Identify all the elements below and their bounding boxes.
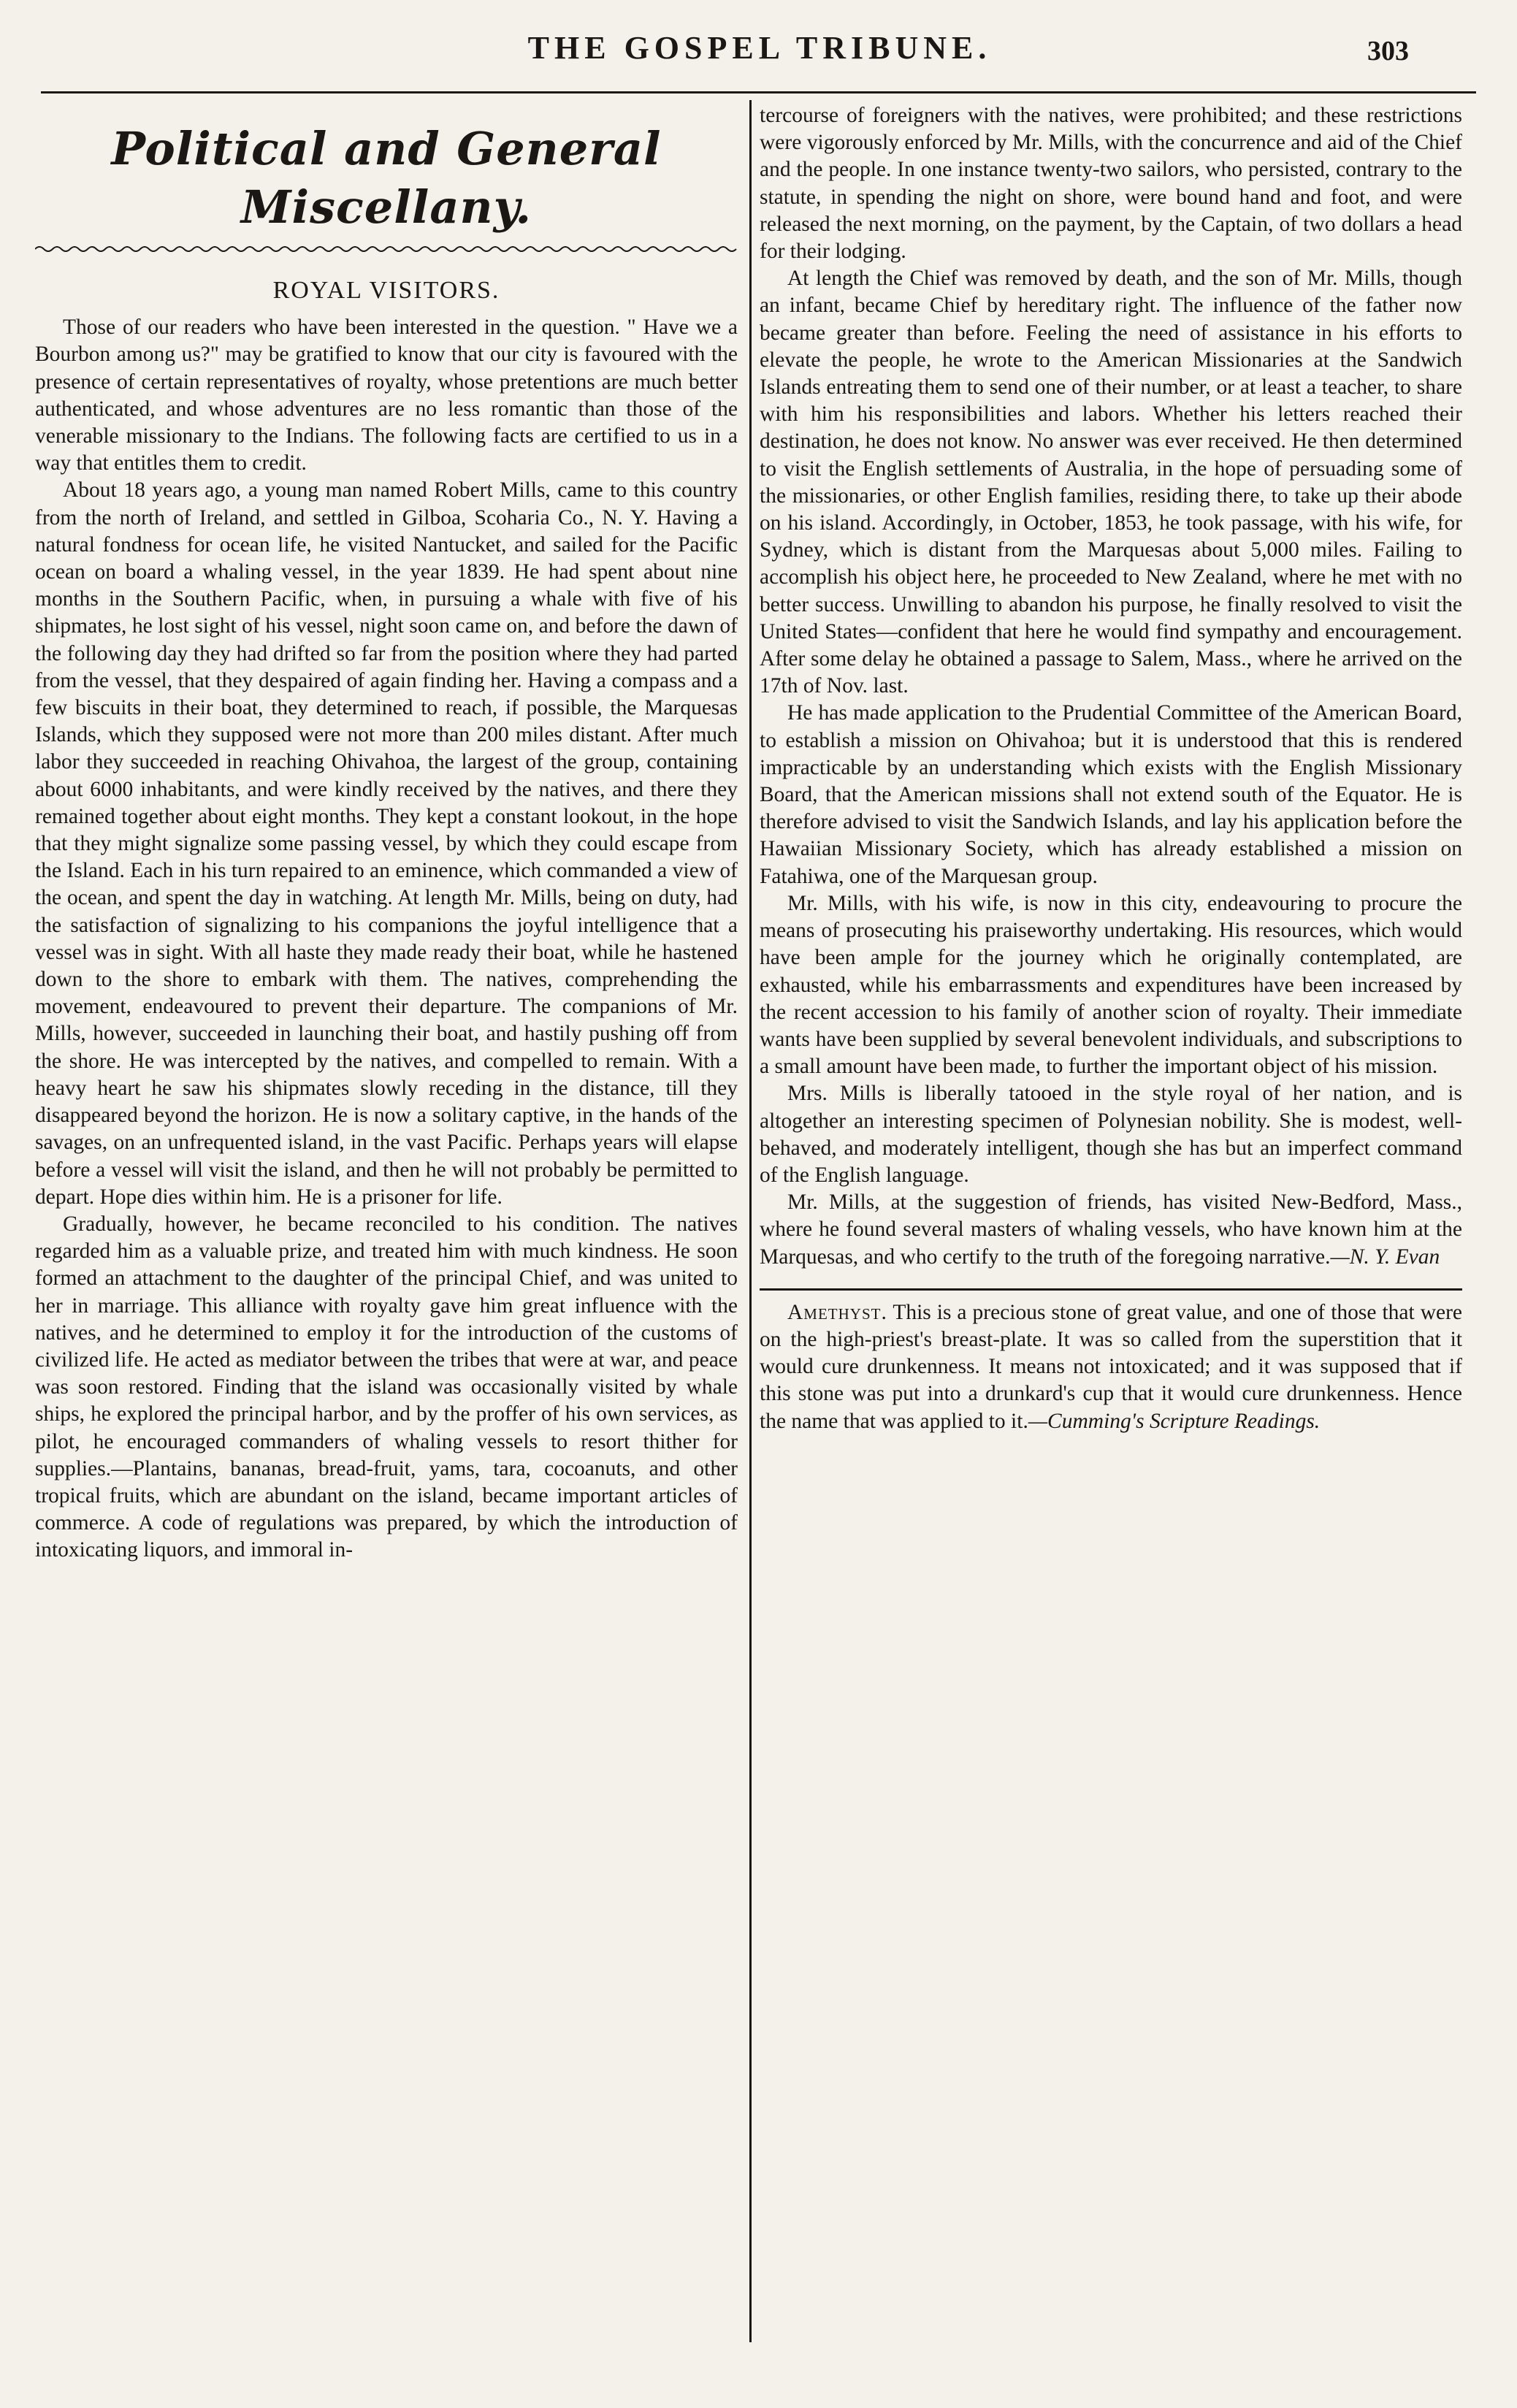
article-paragraph: Those of our readers who have been interested in the question. " Have we a Bourbon among us?" may be gratified to know that our city is favoured with the presence of certain representatives of royalty, whose pretentions are much better authenticated, and whose adventures are no less romantic than those of the venerable missionary to the Indians. The following facts are certified to us in a way that entitles them to credit. <box>35 316 738 475</box>
article-paragraph: At length the Chief was removed by death, and the son of Mr. Mills, though an infant, became Chief by hereditary right. The influence of the father now became greater than before. Feeling the need of assistance in his efforts to elevate the people, he wrote to the American Missionaries at the Sandwich Islands entreating them to send one of their number, or at least a teacher, to share with him his responsibilities and labors. Whether his letters reached their destination, he does not know. No answer was ever received. He then determined to visit the English settlements of Australia, in the hope of persuading some of the missionaries, or other English families, residing there, to take up their abode on his island. Accordingly, in October, 1853, he took passage, with his wife, for Sydney, which is distant from the Marquesas about 5,000 miles. Failing to accomplish his object here, he proceeded to New Zealand, where he met with no better success. Unwilling to abandon his purpose, he finally resolved to visit the United States—confident that here he would find sympathy and encouragement. After some delay he obtained a passage to Salem, Mass., where he arrived on the 17th of Nov. last. <box>760 267 1462 698</box>
article-paragraph: Gradually, however, he became reconciled to his condition. The natives regarded him as a valuable prize, and treated him with much kindness. He soon formed an attachment to the daughter of the principal Chief, and was united to her in marriage. This alliance with royalty gave him great influence with the natives, and he determined to employ it for the introduction of the customs of civilized life. He acted as mediator between the tribes that were at war, and peace was soon restored. Finding that the island was occasionally visited by whale ships, he explored the principal harbor, and by the proffer of his own services, as pilot, he encouraged commanders of whaling vessels to resort thither for supplies.—Plantains, bananas, bread-fruit, yams, tara, cocoanuts, and other tropical fruits, which are abundant on the island, became important articles of commerce. A code of regulations was prepared, by which the introduction of intoxicating liquors, and immoral in- <box>35 1212 738 1562</box>
article-source: —N. Y. Evan <box>1330 1245 1440 1269</box>
amethyst-lead: Amethyst. <box>787 1300 887 1324</box>
article-title: ROYAL VISITORS. <box>272 277 500 305</box>
article-paragraph: tercourse of foreigners with the natives, were prohibited; and these restrictions were vigorously enforced by Mr. Mills, with the concurrence and aid of the Chief and the people. In one instance twenty-two sailors, who persisted, contrary to the statute, in spending the night on shore, were bound hand and foot, and were released the next morning, on the payment, by the Captain, of two dollars a head for their lodging. <box>760 104 1462 264</box>
article-paragraph <box>760 1189 1462 1271</box>
section-rule <box>760 1288 1462 1291</box>
article-paragraph-text: Mr. Mills, at the suggestion of friends, has visited New-Bedford, Mass., where he found several masters of whaling vessels, who have known him at the Marquesas, and who certify to the truth of the foregoing narrative. <box>760 1190 1462 1269</box>
section-title: Political and General Miscellany. <box>111 122 662 234</box>
amethyst-source: —Cumming's Scripture Readings. <box>1028 1409 1321 1433</box>
article-paragraph: Mrs. Mills is liberally tatooed in the style royal of her nation, and is altogether an interesting specimen of Polynesian nobility. She is modest, well-behaved, and moderately intelligent, though she has but an imperfect command of the English language. <box>760 1082 1462 1187</box>
amethyst-body: This is a precious stone of great value, and one of those that were on the high-priest's breast-plate. It was so called from the superstition that it would cure drunkenness. It means not intoxicated; and it was supposed that if this stone was put into a drunkard's cup that it would cure drunkenness. Hence the name that was applied to it. <box>760 1300 1463 1433</box>
amethyst-paragraph <box>760 1299 1462 1435</box>
right-column <box>760 102 1462 1435</box>
left-column <box>35 102 738 1564</box>
header-rule <box>41 91 1476 93</box>
running-head: THE GOSPEL TRIBUNE. <box>527 30 992 66</box>
article-paragraph: About 18 years ago, a young man named Robert Mills, came to this country from the north of Ireland, and settled in Gilboa, Scoharia Co., N. Y. Having a natural fondness for ocean life, he visited Nantucket, and sailed for the Pacific ocean on board a whaling vessel, in the year 1839. He had spent about nine months in the Southern Pacific, when, in pursuing a whale with five of his shipmates, he lost sight of his vessel, night soon came on, and before the dawn of the following day they had drifted so far from the position where they had parted from the vessel, that they despaired of again finding her. Having a compass and a few biscuits in their boat, they determined to reach, if possible, the Marquesas Islands, which they supposed were not more than 200 miles distant. After much labor they succeeded in reaching Ohivahoa, the largest of the group, containing about 6000 inhabitants, and were kindly received by the natives, and there they remained together about eight months. They kept a constant lookout, in the hope that they might signalize some passing vessel, by which they could escape from the Island. Each in his turn repaired to an eminence, which commanded a view of the ocean, and spent the day in watching. At length Mr. Mills, being on duty, had the satisfaction of signalizing to his companions the joyful intelligence that a vessel was in sight. With all haste they made ready their boat, while he hastened down to the shore to embark with them. The natives, comprehending the movement, endeavoured to prevent their departure. The companions of Mr. Mills, however, succeeded in launching their boat, and hastily pushing off from the shore. He was intercepted by the natives, and compelled to remain. With a heavy heart he saw his shipmates slowly receding in the distance, till they disappeared beyond the horizon. He is now a solitary captive, in the hands of the savages, on an unfrequented island, in the vast Pacific. Perhaps years will elapse before a vessel will visit the island, and then he will not probably be permitted to depart. Hope dies within him. He is a prisoner for life. <box>35 478 738 1209</box>
column-rule <box>749 100 752 2342</box>
article-paragraph: He has made application to the Prudential Committee of the American Board, to establish a mission on Ohivahoa; but it is understood that this is rendered impracticable by an understanding which exists with the English Missionary Board, that the American missions shall not extend south of the Equator. He is therefore advised to visit the Sandwich Islands, and lay his application before the Hawaiian Missionary Society, which has already established a mission on Fatahiwa, one of the Marquesan group. <box>760 701 1462 888</box>
article-paragraph: Mr. Mills, with his wife, is now in this city, endeavouring to procure the means of prosecuting his praiseworthy undertaking. His resources, which would have been ample for the journey which he originally contemplated, are exhausted, while his embarrassments and expenditures have been increased by the recent accession to his family of another scion of royalty. Their immediate wants have been supplied by several benevolent individuals, and subscriptions to a small amount have been made, to further the important object of his mission. <box>760 891 1462 1079</box>
page-number: 303 <box>1367 36 1409 66</box>
wavy-divider <box>35 242 738 256</box>
